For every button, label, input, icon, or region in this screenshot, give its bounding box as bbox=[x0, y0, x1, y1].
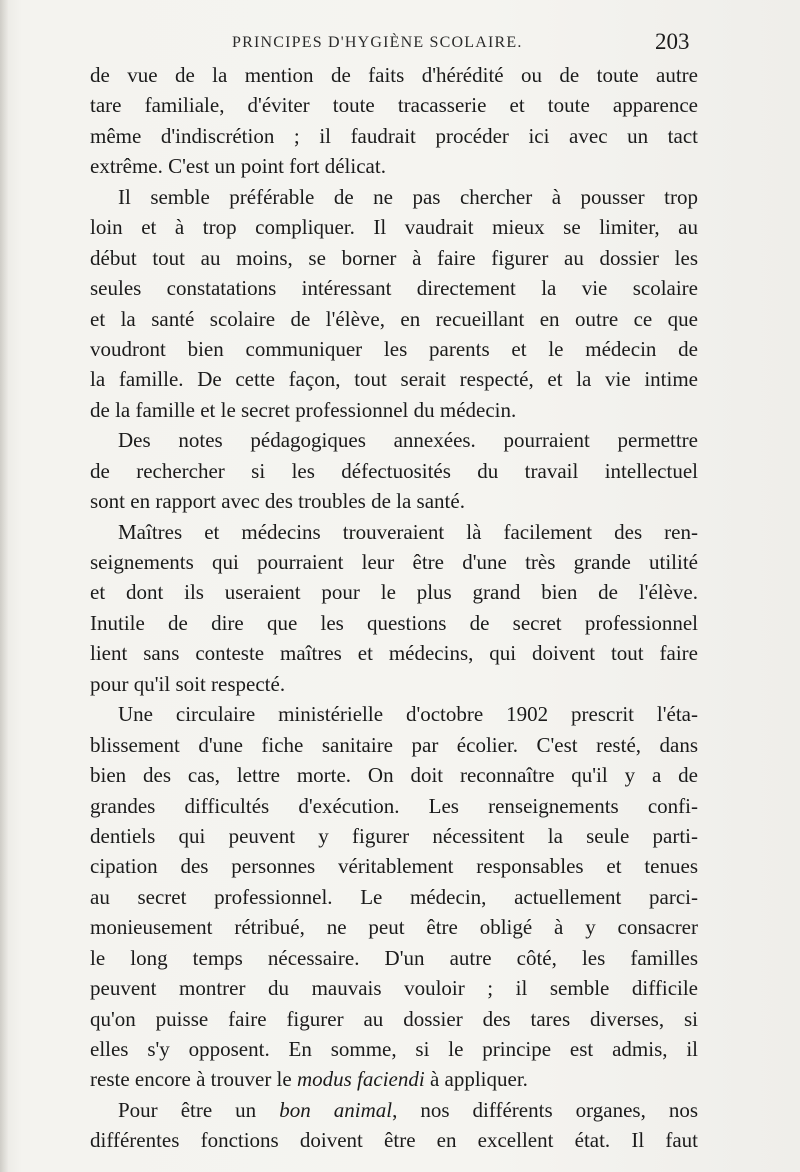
text-line: différentes fonctions doivent être en excellent état. Il faut bbox=[90, 1128, 698, 1153]
text-line: la famille. De cette façon, tout serait respecté, et la vie intime bbox=[90, 367, 698, 392]
text-line: de rechercher si les défectuosités du travail intellectuel bbox=[90, 458, 698, 483]
text-line: pour qu'il soit respecté. bbox=[90, 671, 286, 696]
paragraph-first-line: Maîtres et médecins trouveraient là facilement des ren- bbox=[118, 519, 698, 544]
text-line: début tout au moins, se borner à faire figurer au dossier les bbox=[90, 245, 698, 270]
text-line: grandes difficultés d'exécution. Les renseignements confi- bbox=[90, 793, 698, 818]
text-span: Pour être un bbox=[118, 1097, 257, 1122]
text-line: le long temps nécessaire. D'un autre côté, les familles bbox=[90, 945, 698, 970]
italic-phrase: modus faciendi bbox=[296, 1067, 425, 1092]
text-line: seules constatations intéressant directement la vie scolaire bbox=[90, 276, 698, 301]
text-line: seignements qui pourraient leur être d'une très grande utilité bbox=[90, 550, 698, 574]
paragraph-first-line-with-italic bbox=[90, 1095, 698, 1125]
text-span: , nos différents organes, nos bbox=[392, 1097, 699, 1122]
text-line: tare familiale, d'éviter toute tracasserie et toute apparence bbox=[90, 93, 698, 118]
text-line: au secret professionnel. Le médecin, actuellement parci- bbox=[90, 884, 698, 909]
text-line: blissement d'une fiche sanitaire par écolier. C'est resté, dans bbox=[90, 732, 698, 757]
paragraph-first-line: Des notes pédagogiques annexées. pourraient permettre bbox=[118, 428, 698, 453]
italic-phrase: bon animal bbox=[279, 1097, 393, 1122]
text-line: monieusement rétribué, ne peut être obligé à y consacrer bbox=[90, 915, 698, 940]
text-line: et la santé scolaire de l'élève, en recueillant en outre ce que bbox=[90, 306, 698, 331]
text-line: elles s'y opposent. En somme, si le principe est admis, il bbox=[90, 1037, 698, 1061]
page-gutter-edge bbox=[0, 0, 8, 1172]
text-line: bien des cas, lettre morte. On doit reconnaître qu'il y a de bbox=[90, 763, 698, 788]
text-line: voudront bien communiquer les parents et le médecin de bbox=[90, 336, 698, 361]
body-text bbox=[90, 60, 698, 1156]
paragraph-first-line: Une circulaire ministérielle d'octobre 1902 prescrit l'éta- bbox=[118, 702, 698, 727]
text-span: à appliquer. bbox=[429, 1067, 528, 1092]
text-line-with-italic bbox=[90, 1064, 698, 1094]
text-line: cipation des personnes véritablement responsables et tenues bbox=[90, 854, 698, 879]
paragraph-first-line: Il semble préférable de ne pas chercher à pousser trop bbox=[118, 184, 698, 209]
running-title: PRINCIPES D'HYGIÈNE SCOLAIRE. bbox=[232, 34, 523, 51]
text-line: sont en rapport avec des troubles de la santé. bbox=[90, 489, 465, 514]
text-line: dentiels qui peuvent y figurer nécessitent la seule parti- bbox=[90, 823, 698, 848]
text-line: Inutile de dire que les questions de secret professionnel bbox=[90, 610, 698, 635]
text-line: même d'indiscrétion ; il faudrait procéder ici avec un tact bbox=[90, 123, 698, 148]
text-line: de vue de la mention de faits d'hérédité ou de toute autre bbox=[90, 63, 698, 87]
text-line: et dont ils useraient pour le plus grand bien de l'élève. bbox=[90, 580, 698, 605]
text-line: lient sans conteste maîtres et médecins, qui doivent tout faire bbox=[90, 641, 698, 666]
page-number: 203 bbox=[655, 29, 690, 54]
text-line: qu'on puisse faire figurer au dossier des tares diverses, si bbox=[90, 1006, 698, 1031]
text-line: loin et à trop compliquer. Il vaudrait mieux se limiter, au bbox=[90, 215, 698, 240]
text-line: peuvent montrer du mauvais vouloir ; il semble difficile bbox=[90, 976, 698, 1001]
text-span: reste encore à trouver le bbox=[90, 1067, 292, 1092]
text-line: extrême. C'est un point fort délicat. bbox=[90, 154, 386, 179]
text-line: de la famille et le secret professionnel du médecin. bbox=[90, 397, 517, 422]
